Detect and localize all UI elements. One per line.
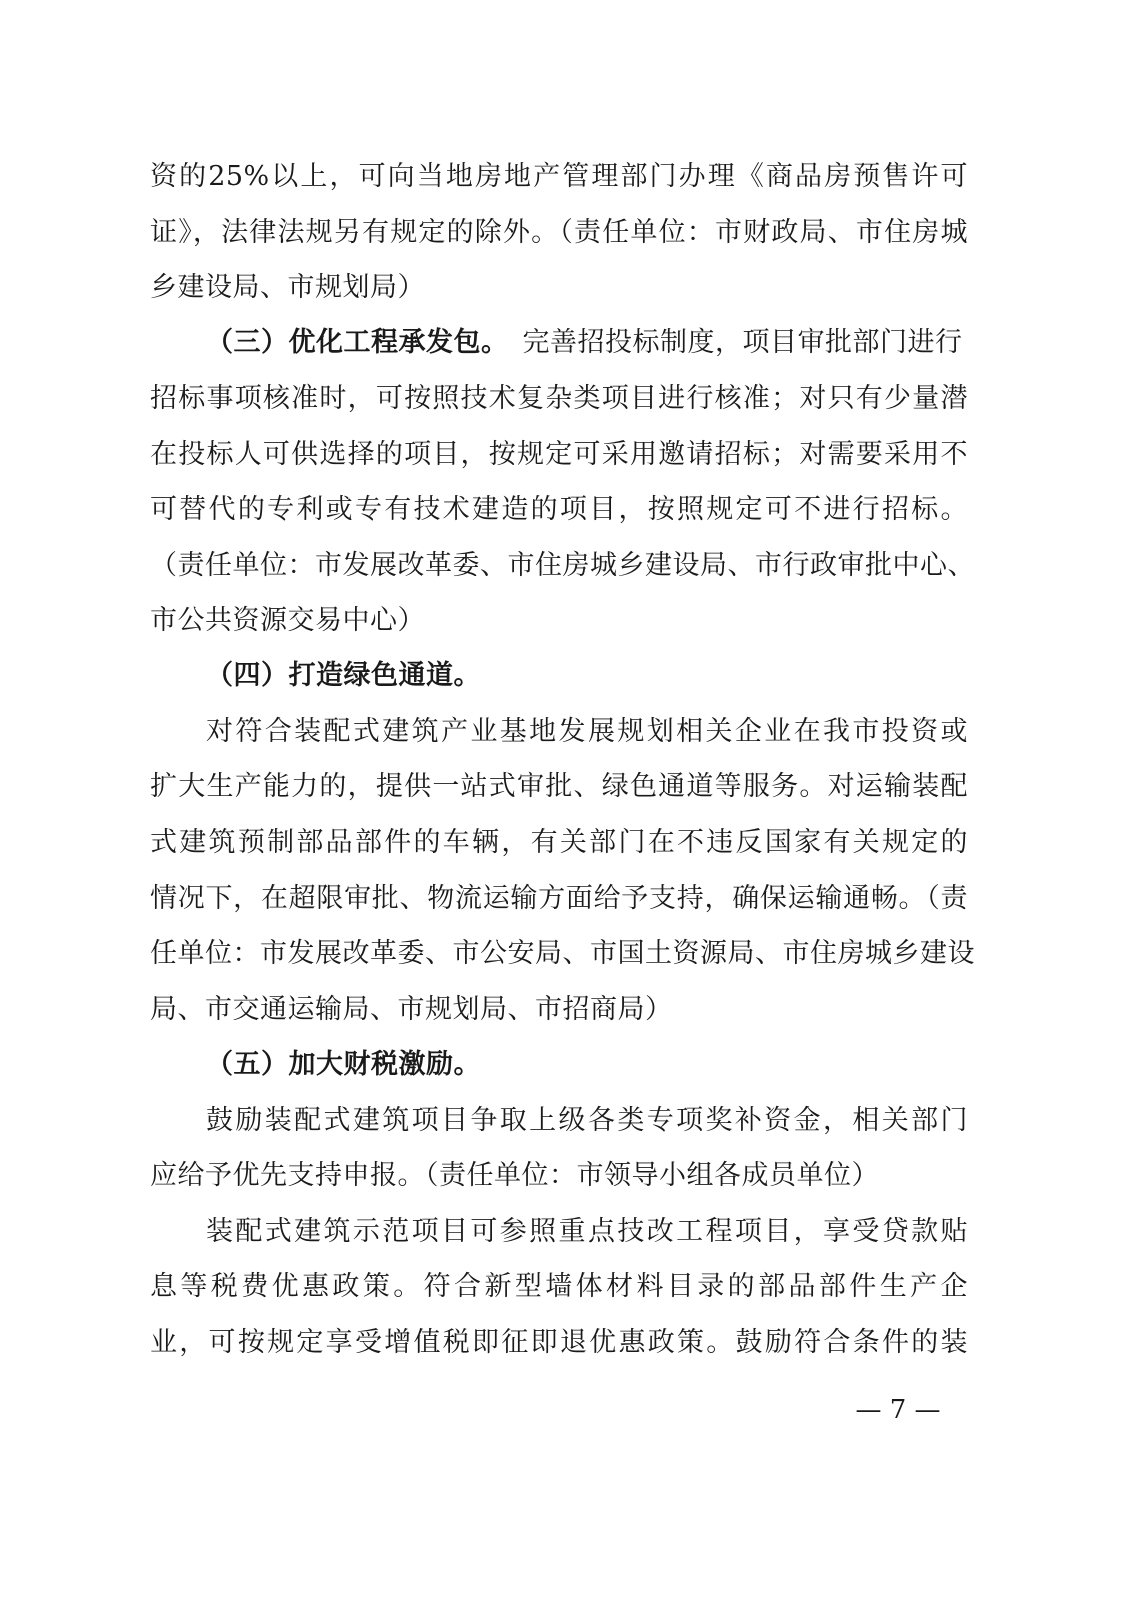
text-line: 应给予优先支持申报。（责任单位：市领导小组各成员单位） — [150, 1160, 879, 1191]
text-line: 在投标人可供选择的项目，按规定可采用邀请招标；对需要采用不 — [150, 439, 968, 470]
text-line: 鼓励装配式建筑项目争取上级各类专项奖补资金，相关部门 — [206, 1105, 968, 1136]
text-line: 资的25%以上，可向当地房地产管理部门办理《商品房预售许可 — [150, 161, 968, 192]
text-line: 对符合装配式建筑产业基地发展规划相关企业在我市投资或 — [206, 716, 968, 747]
text-line: 式建筑预制部品部件的车辆，有关部门在不违反国家有关规定的 — [150, 827, 968, 858]
text-line: 可替代的专利或专有技术建造的项目，按照规定可不进行招标。 — [150, 494, 968, 525]
text-line: 扩大生产能力的，提供一站式审批、绿色通道等服务。对运输装配 — [150, 771, 968, 802]
text-line: 装配式建筑示范项目可参照重点技改工程项目，享受贷款贴 — [206, 1216, 968, 1247]
text-line: 市公共资源交易中心） — [150, 605, 425, 636]
text-line: 情况下，在超限审批、物流运输方面给予支持，确保运输通畅。（责 — [150, 883, 968, 914]
section-3-intro: 完善招投标制度，项目审批部门进行 — [522, 327, 963, 358]
section-heading-3 — [206, 323, 963, 363]
text-line: 乡建设局、市规划局） — [150, 272, 425, 303]
text-line: 证》，法律法规另有规定的除外。（责任单位：市财政局、市住房城 — [150, 217, 968, 248]
text-line: 息等税费优惠政策。符合新型墙体材料目录的部品部件生产企 — [150, 1271, 968, 1302]
text-line: 招标事项核准时，可按照技术复杂类项目进行核准；对只有少量潜 — [150, 383, 968, 414]
text-line: （责任单位：市发展改革委、市住房城乡建设局、市行政审批中心、 — [150, 550, 975, 581]
section-heading-3-title: （三）优化工程承发包。 — [206, 327, 509, 358]
section-heading-5: （五）加大财税激励。 — [206, 1049, 481, 1080]
text-line: 局、市交通运输局、市规划局、市招商局） — [150, 994, 673, 1025]
section-heading-4: （四）打造绿色通道。 — [206, 660, 481, 691]
text-line: 业，可按规定享受增值税即征即退优惠政策。鼓励符合条件的装 — [150, 1327, 968, 1358]
page-number: — 7 — — [855, 1395, 941, 1425]
text-line: 任单位：市发展改革委、市公安局、市国土资源局、市住房城乡建设 — [150, 938, 975, 969]
